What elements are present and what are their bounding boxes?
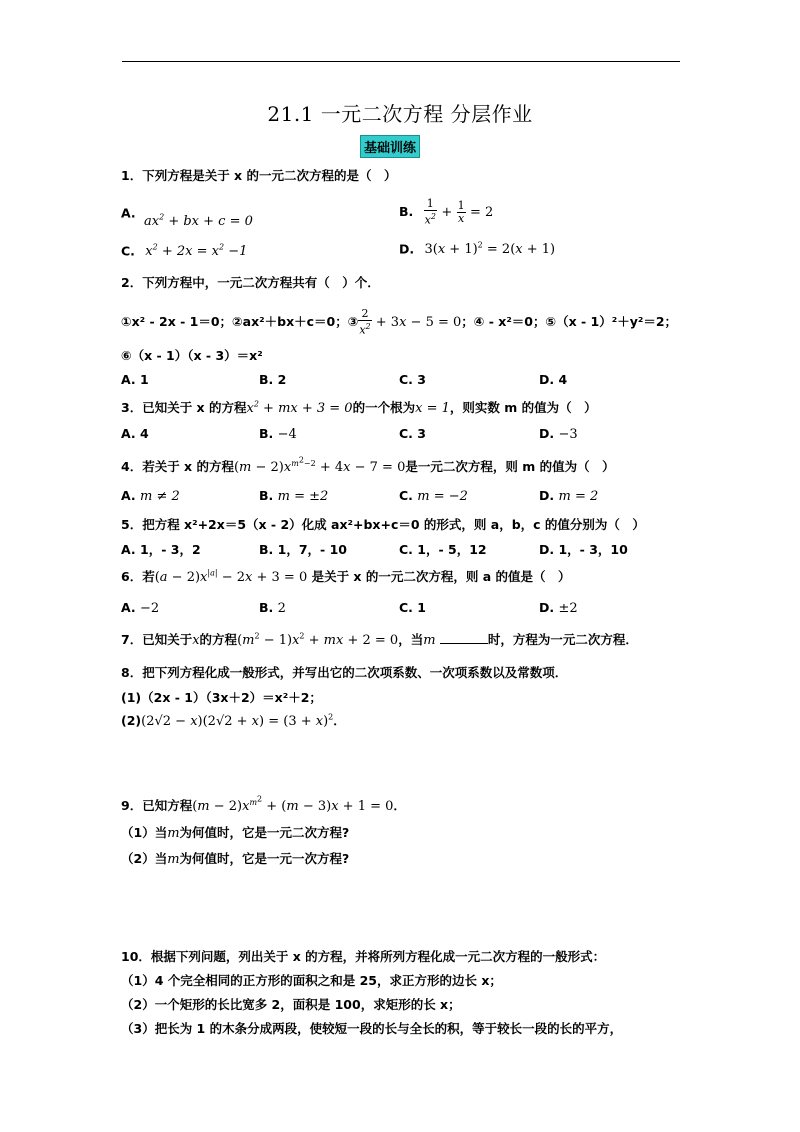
q6-option-c: C. 1 <box>399 600 426 615</box>
q9-part2: （2）当m为何值时，它是一元一次方程? <box>121 851 350 867</box>
q10-part1: （1）4 个完全相同的正方形的面积之和是 25，求正方形的边长 x； <box>121 973 502 988</box>
q6-option-d: D. ±2 <box>539 600 578 616</box>
header-rule <box>122 61 680 62</box>
q2-option-b: B. 2 <box>259 372 287 387</box>
q1-option-a: A. $ax^2$ + bx + c = 0 <box>121 205 253 230</box>
q3-stem: 3．已知关于 x 的方程$x^2$ + mx + 3 = 0的一个根为x = 1，则实数 m 的值为（ ） <box>121 399 597 416</box>
q1-option-c: C. $x^2 + 2x = x^2 -1$ <box>121 243 248 260</box>
q2-option-a: A. 1 <box>121 372 149 387</box>
q10-part3: （3）把长为 1 的木条分成两段，使较短一段的长与全长的积，等于较长一段的长的平方， <box>121 1021 623 1036</box>
document-title: 21.1 一元二次方程 分层作业 <box>267 102 533 126</box>
q1-stem: 1．下列方程是关于 x 的一元二次方程的是（ ） <box>121 168 397 183</box>
q4-option-a: A. m ≠ 2 <box>121 488 180 504</box>
q5-option-c: C. 1，- 5，12 <box>399 542 487 557</box>
q8-part2: $(2)(2√2 - x)(2√2 + x) = (3 + x)^2$． <box>121 712 346 729</box>
q6-stem: 6．若$(a - 2)x^{|a|} - 2x + 3 = 0$ 是关于 x 的一元二次方程，则 a 的值是（ ） <box>121 568 571 585</box>
q4-option-b: B. m = ±2 <box>259 488 329 504</box>
q2-equations-line1: ①x² - 2x - 1＝0；②ax²＋bx＋c＝0；③ $\frac{2}{x^2}$ + 3x − 5 = 0；④ - x²＝0；⑤（x - 1）²＋y²＝2； <box>121 307 678 337</box>
q3-option-d: D. −3 <box>539 426 578 442</box>
q2-equations-line2: ⑥（x - 1）（x - 3）＝x² <box>121 348 263 363</box>
section-label: 基础训练 <box>360 135 420 158</box>
q6-option-b: B. 2 <box>259 600 286 616</box>
q3-option-c: C. 3 <box>399 426 426 441</box>
q8-stem: 8．把下列方程化成一般形式，并写出它的二次项系数、一次项系数以及常数项． <box>121 665 568 680</box>
q1-option-b: B. $\frac{1}{x^2}$ + $\frac{1}{x}$ = 2 <box>399 197 494 227</box>
q5-stem: 5．把方程 x²+2x＝5（x - 2）化成 ax²+bx+c＝0 的形式，则 a，b，c 的值分别为（ ） <box>121 517 645 532</box>
q2-option-d: D. 4 <box>539 372 568 387</box>
q8-part1: (1)（2x - 1）（3x＋2）＝x²＋2； <box>121 690 322 705</box>
q5-option-a: A. 1，- 3，2 <box>121 542 201 557</box>
q1-option-d: D. $3(x + 1)^2 = 2(x + 1)$ <box>399 241 556 258</box>
q9-part1: （1）当m为何值时，它是一元二次方程? <box>121 825 350 841</box>
q10-stem: 10．根据下列问题，列出关于 x 的方程，并将所列方程化成一元二次方程的一般形式： <box>121 949 606 964</box>
q6-option-a: A. −2 <box>121 600 160 616</box>
q9-stem: 9．已知方程$(m - 2)x^{m^2} + (m - 3)x + 1 = 0$． <box>121 794 406 814</box>
q4-stem: 4．若关于 x 的方程$(m - 2)x^{m^2-2} + 4x - 7 = 0$是一元二次方程，则 m 的值为（ ） <box>121 455 615 475</box>
answer-blank[interactable] <box>440 633 488 644</box>
q2-option-c: C. 3 <box>399 372 426 387</box>
q2-stem: 2．下列方程中，一元二次方程共有（ ）个． <box>121 275 380 290</box>
q4-option-c: C. m = −2 <box>399 488 468 504</box>
q3-option-b: B. −4 <box>259 426 297 442</box>
q5-option-b: B. 1，7，- 10 <box>259 542 347 557</box>
q7-stem: 7．已知关于x的方程$(m^2 - 1)x^2$ + mx + 2 = 0，当m 时，方程为一元二次方程． <box>121 631 638 648</box>
q3-option-a: A. 4 <box>121 426 149 441</box>
q4-option-d: D. m = 2 <box>539 488 599 504</box>
q5-option-d: D. 1，- 3，10 <box>539 542 628 557</box>
q10-part2: （2）一个矩形的长比宽多 2，面积是 100，求矩形的长 x； <box>121 997 461 1012</box>
